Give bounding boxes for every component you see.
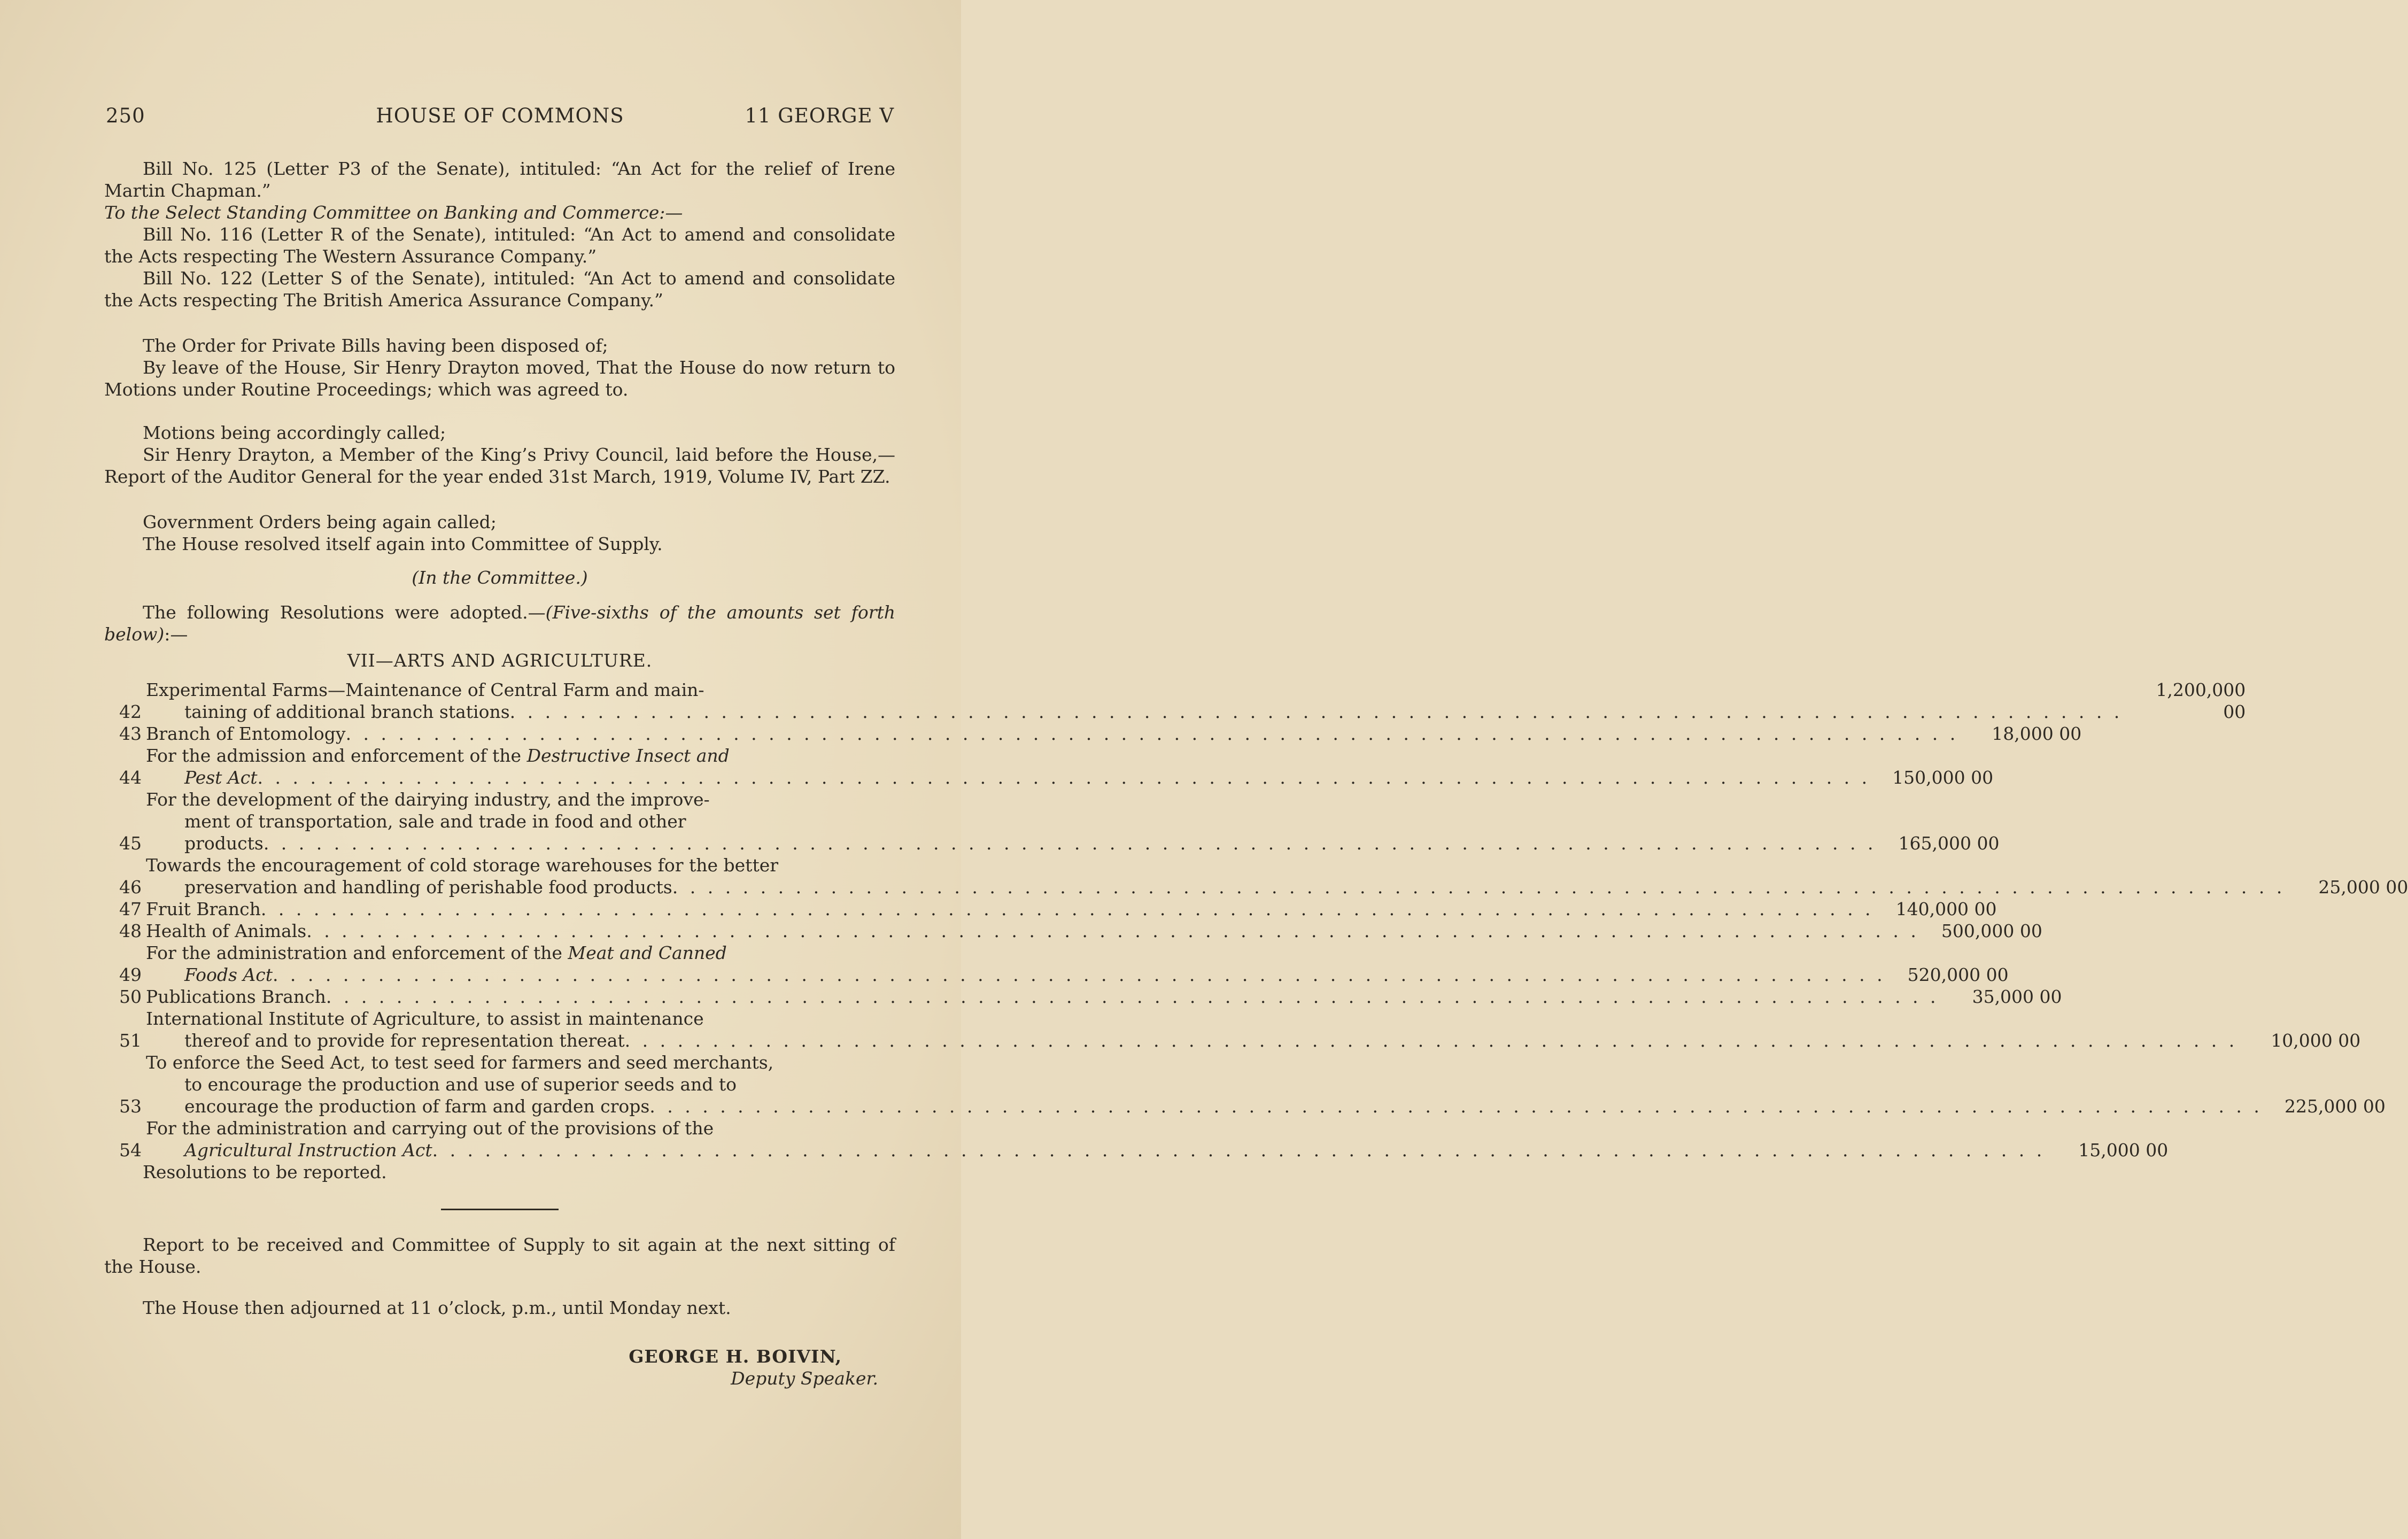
resolution-line: to encourage the production and use of superior seeds and to — [184, 1074, 737, 1095]
resolution-number: 47 — [119, 899, 142, 919]
resolution-last-line — [146, 1095, 2263, 1117]
leader-dots — [273, 964, 1886, 986]
resolution-last-line — [146, 986, 1939, 1008]
resolution-line-text: For the admission and enforcement of the — [146, 745, 527, 766]
resolution-description — [146, 679, 2123, 723]
leader-dots — [258, 767, 1871, 788]
leader-dots — [306, 920, 1919, 942]
resolution-description — [146, 745, 1870, 788]
government-orders-paragraph: Government Orders being again called; — [143, 512, 497, 532]
resolution-description — [146, 854, 2285, 898]
resolutions-adopted-dash: :— — [164, 624, 188, 645]
five-sixths-note: (Five-sixths of the amounts set forth below) — [104, 602, 896, 645]
resolution-line: ment of transportation, sale and trade in food and other — [184, 811, 686, 832]
leader-dots — [261, 898, 1874, 920]
adjournment-paragraph: The House then adjourned at 11 o’clock, p.m., until Monday next. — [143, 1297, 731, 1318]
resolution-amount: 25,000 00 — [2318, 877, 2408, 898]
section-title: VII—ARTS AND AGRICULTURE. — [347, 650, 653, 671]
resolution-description — [146, 920, 1919, 942]
resolution-last-text: Publications Branch — [146, 986, 326, 1007]
resolution-line: For the development of the dairying industry, and the improve- — [146, 789, 710, 810]
resolution-description — [146, 986, 1939, 1008]
resolutions-adopted-paragraph — [104, 601, 895, 645]
resolution-last-text: taining of additional branch stations — [184, 701, 510, 722]
resolution-number: 51 — [119, 1030, 142, 1051]
committee-of-supply-paragraph: The House resolved itself again into Committee of Supply. — [143, 533, 663, 554]
page-number: 250 — [106, 104, 145, 127]
resolution-line — [146, 942, 727, 963]
resolution-description — [146, 1051, 2263, 1117]
report-paragraph: Report to be received and Committee of Supply to sit again at the next sitting of the House. — [104, 1234, 895, 1277]
resolution-amount: 500,000 00 — [1941, 921, 2042, 941]
act-name: Destructive Insect and — [526, 745, 730, 766]
resolution-number: 46 — [119, 877, 142, 898]
resolution-row — [104, 1051, 2386, 1117]
resolution-last-text: Pest Act — [184, 767, 258, 788]
leader-dots — [264, 832, 1877, 854]
signature-title: Deputy Speaker. — [731, 1368, 878, 1389]
resolution-line-text: For the administration and enforcement of the — [146, 942, 568, 963]
resolution-amount: 165,000 00 — [1898, 833, 2000, 854]
leader-dots — [432, 1139, 2046, 1161]
act-name: Meat and Canned — [568, 942, 727, 963]
resolution-row — [104, 920, 2042, 942]
resolution-description — [146, 788, 1876, 854]
resolution-row — [104, 854, 2408, 898]
resolutions-adopted-text: The following Resolutions were adopted.— — [143, 602, 546, 623]
resolution-last-line — [146, 898, 1874, 920]
resolution-last-text: Foods Act — [184, 964, 273, 985]
resolution-line: International Institute of Agriculture, to assist in maintenance — [146, 1008, 704, 1029]
resolution-description — [146, 1117, 2045, 1161]
bill-125-paragraph: Bill No. 125 (Letter P3 of the Senate), intituled: “An Act for the relief of Irene Martin Chapman.” — [104, 158, 895, 201]
resolution-line: Towards the encouragement of cold storage warehouses for the better — [146, 855, 779, 876]
resolution-number: 54 — [119, 1140, 142, 1161]
bill-116-paragraph: Bill No. 116 (Letter R of the Senate), intituled: “An Act to amend and consolidate the Acts respecting The Western Assurance Company.” — [104, 224, 895, 267]
resolution-number: 43 — [119, 723, 142, 744]
resolution-description — [146, 1008, 2237, 1051]
running-title: HOUSE OF COMMONS — [376, 104, 624, 127]
resolution-amount: 150,000 00 — [1892, 767, 1994, 788]
resolution-number: 42 — [119, 701, 142, 722]
leader-dots — [672, 876, 2286, 898]
resolution-last-line — [146, 1139, 2045, 1161]
resolution-last-line — [146, 876, 2285, 898]
resolution-last-line — [146, 964, 1886, 986]
motions-called-paragraph: Motions being accordingly called; — [143, 422, 446, 443]
motion-paragraph: By leave of the House, Sir Henry Drayton moved, That the House do now return to Motions under Routine Proceedings; which was agreed to. — [104, 357, 895, 400]
resolution-number: 50 — [119, 986, 142, 1007]
resolution-number: 45 — [119, 833, 142, 854]
resolution-last-text: Branch of Entomology — [146, 723, 346, 744]
signature-name: GEORGE H. BOIVIN, — [629, 1346, 842, 1367]
resolution-number: 53 — [119, 1096, 142, 1117]
section-divider — [441, 1209, 559, 1210]
resolution-row — [104, 1117, 2169, 1161]
resolution-last-line — [146, 767, 1870, 788]
leader-dots — [510, 701, 2123, 723]
committee-heading: To the Select Standing Committee on Banking and Commerce:— — [104, 202, 683, 223]
resolution-last-text: products — [184, 833, 264, 854]
resolution-row — [104, 898, 1997, 920]
private-bills-paragraph: The Order for Private Bills having been disposed of; — [143, 335, 608, 356]
resolution-last-text: Agricultural Instruction Act — [184, 1140, 432, 1161]
resolution-row — [104, 745, 1994, 788]
resolution-number: 49 — [119, 964, 142, 985]
resolution-row — [104, 679, 2246, 723]
resolution-description — [146, 723, 1958, 745]
resolution-amount: 10,000 00 — [2271, 1030, 2361, 1051]
resolution-amount: 1,200,000 00 — [2156, 679, 2246, 722]
resolution-line: To enforce the Seed Act, to test seed for farmers and seed merchants, — [146, 1052, 774, 1073]
resolution-last-text: encourage the production of farm and garden crops — [184, 1096, 650, 1117]
auditor-report-paragraph: Sir Henry Drayton, a Member of the King’s Privy Council, laid before the House,—Report of the Auditor General for the year ended 31st March, 1919, Volume IV, Part ZZ. — [104, 444, 895, 487]
resolution-last-text: preservation and handling of perishable food products — [184, 877, 672, 898]
resolution-row — [104, 1008, 2361, 1051]
leader-dots — [649, 1095, 2263, 1117]
resolution-last-line — [146, 723, 1958, 745]
resolution-number: 48 — [119, 921, 142, 941]
resolution-amount: 35,000 00 — [1972, 986, 2062, 1007]
regnal-year: 11 GEORGE V — [745, 104, 894, 127]
resolution-last-text: Health of Animals — [146, 921, 307, 941]
resolution-amount: 520,000 00 — [1907, 964, 2009, 985]
resolution-number: 44 — [119, 767, 142, 788]
resolution-amount: 140,000 00 — [1895, 899, 1997, 919]
resolution-line — [146, 745, 730, 766]
resolution-last-text: thereof and to provide for representation thereat — [184, 1030, 625, 1051]
resolution-last-line — [146, 920, 1919, 942]
resolution-last-line — [146, 1030, 2237, 1051]
leader-dots — [346, 723, 1959, 745]
resolution-line: Experimental Farms—Maintenance of Central Farm and main- — [146, 679, 704, 700]
resolution-row — [104, 942, 2009, 986]
resolutions-list — [104, 679, 2408, 1161]
resolution-last-line — [146, 701, 2123, 723]
resolution-row — [104, 723, 2082, 745]
resolution-description — [146, 898, 1874, 920]
resolution-last-line — [146, 832, 1876, 854]
page-header — [106, 104, 894, 131]
leader-dots — [625, 1030, 2238, 1051]
in-committee-note: (In the Committee.) — [412, 567, 588, 588]
resolution-amount: 18,000 00 — [1992, 723, 2082, 744]
resolution-row — [104, 788, 2000, 854]
page-body — [104, 158, 2408, 1389]
resolutions-to-be-reported: Resolutions to be reported. — [143, 1162, 387, 1182]
resolution-description — [146, 942, 1886, 986]
resolution-amount: 15,000 00 — [2078, 1140, 2169, 1161]
resolution-line: For the administration and carrying out of the provisions of the — [146, 1118, 714, 1139]
leader-dots — [326, 986, 1939, 1008]
resolution-amount: 225,000 00 — [2284, 1096, 2386, 1117]
bill-122-paragraph: Bill No. 122 (Letter S of the Senate), intituled: “An Act to amend and consolidate the Acts respecting The British America Assurance Company.” — [104, 268, 895, 311]
resolution-last-text: Fruit Branch — [146, 899, 261, 919]
resolution-row — [104, 986, 2062, 1008]
